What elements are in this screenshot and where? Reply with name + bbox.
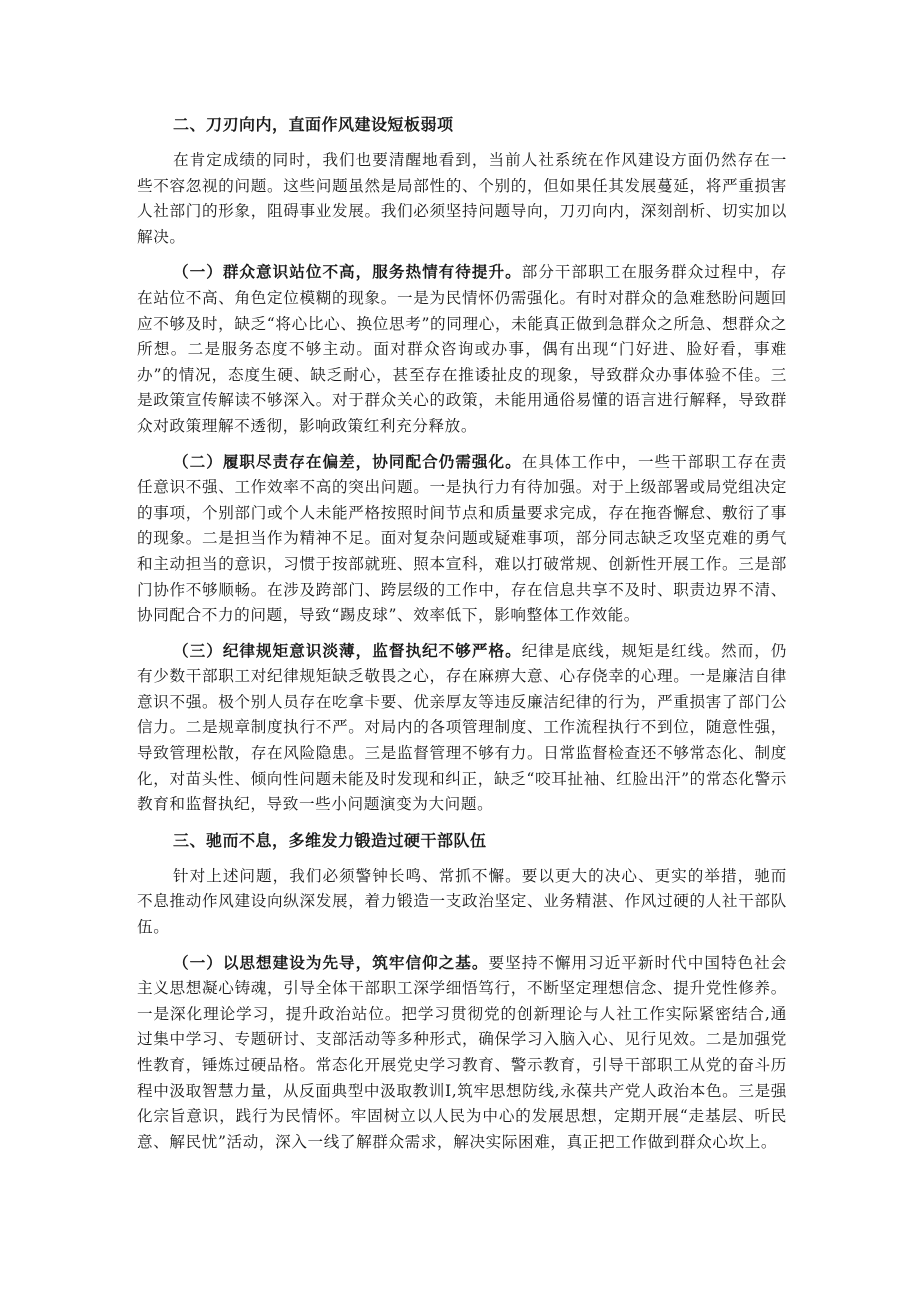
item-paragraph bbox=[137, 951, 787, 1156]
item-text: 部分干部职工在服务群众过程中，存在站位不高、角色定位模糊的现象。一是为民情怀仍需强化。有时对群众的急难愁盼问题回应不够及时，缺乏“将心比心、换位思考”的同理心，未能真正做到急群众之所急、想群众之所想。二是服务态度不够主动。面对群众咨询或办事，偶有出现“门好进、脸好看，事难办”的情况，态度生硬、缺乏耐心，甚至存在推诿扯皮的现象，导致群众办事体验不佳。三是政策宣传解读不够深入。对于群众关心的政策，未能用通俗易懂的语言进行解释，导致群众对政策理解不透彻，影响政策红利充分释放。 bbox=[137, 263, 787, 435]
section-intro-3: 针对上述问题，我们必须警钟长鸣、常抓不懈。要以更大的决心、更实的举措，驰而不息推动作风建设向纵深发展，着力锻造一支政治坚定、业务精湛、作风过硬的人社干部队伍。 bbox=[137, 866, 787, 937]
item-text: 要坚持不懈用习近平新时代中国特色社会主义思想凝心铸魂，引导全体干部职工深学细悟笃行，不断坚定理想信念、提升党性修养。一是深化理论学习，提升政治站位。把学习贯彻党的创新理论与人社工作实际紧密结合,通过集中学习、专题研讨、支部活动等多种形式，确保学习入脑入心、见行见效。二是加强党性教育，锤炼过硬品格。常态化开展党史学习教育、警示教育，引导干部职工从党的奋斗历程中汲取智慧力量，从反面典型中汲取教训I,筑牢思想防线,永葆共产党人政治本色。三是强化宗旨意识，践行为民情怀。牢固树立以人民为中心的发展思想，定期开展“走基层、听民意、解民忧”活动，深入一线了解群众需求，解决实际困难，真正把工作做到群众心坎上。 bbox=[137, 953, 787, 1151]
item-lead: （三）纪律规矩意识淡薄，监督执纪不够严格。 bbox=[173, 641, 522, 660]
item-lead: （一）以思想建设为先导，筑牢信仰之基。 bbox=[173, 953, 489, 972]
item-lead: （一）群众意识站位不高，服务热情有待提升。 bbox=[173, 263, 522, 282]
item-paragraph bbox=[137, 639, 787, 818]
section-heading-2: 二、刀刃向内，直面作风建设短板弱项 bbox=[173, 115, 454, 134]
item-paragraph bbox=[137, 260, 787, 439]
section-intro-2: 在肯定成绩的同时，我们也要清醒地看到，当前人社系统在作风建设方面仍然存在一些不容忽视的问题。这些问题虽然是局部性的、个别的，但如果任其发展蔓延，将严重损害人社部门的形象，阻碍事业发展。我们必须坚持问题导向，刀刃向内，深刻剖析、切实加以解决。 bbox=[137, 151, 787, 246]
item-text: 纪律是底线，规矩是红线。然而，仍有少数干部职工对纪律规矩缺乏敬畏之心，存在麻痹大意、心存侥幸的心理。一是廉洁自律意识不强。极个别人员存在吃拿卡要、优亲厚友等违反廉洁纪律的行为，严重损害了部门公信力。二是规章制度执行不严。对局内的各项管理制度、工作流程执行不到位，随意性强，导致管理松散，存在风险隐患。三是监督管理不够有力。日常监督检查还不够常态化、制度化，对苗头性、倾向性问题未能及时发现和纠正，缺乏“咬耳扯袖、红脸出汗”的常态化警示教育和监督执纪，导致一些小问题演变为大问题。 bbox=[137, 641, 787, 814]
item-text: 在具体工作中，一些干部职工存在责任意识不强、工作效率不高的突出问题。一是执行力有待加强。对于上级部署或局党组决定的事项，个别部门或个人未能严格按照时间节点和质量要求完成，存在拖沓懈怠、敷衍了事的现象。二是担当作为精神不足。面对复杂问题或疑难事项，部分同志缺乏攻坚克难的勇气和主动担当的意识，习惯于按部就班、照本宣科，难以打破常规、创新性开展工作。三是部门协作不够顺畅。在涉及跨部门、跨层级的工作中，存在信息共享不及时、职责边界不清、协同配合不力的问题，导致“踢皮球”、效率低下，影响整体工作效能。 bbox=[137, 452, 787, 625]
document-page bbox=[137, 112, 787, 1165]
section-heading-3: 三、驰而不息，多维发力锻造过硬干部队伍 bbox=[173, 830, 487, 850]
item-lead: （二）履职尽责存在偏差，协同配合仍需强化。 bbox=[173, 452, 522, 471]
item-paragraph bbox=[137, 450, 787, 629]
